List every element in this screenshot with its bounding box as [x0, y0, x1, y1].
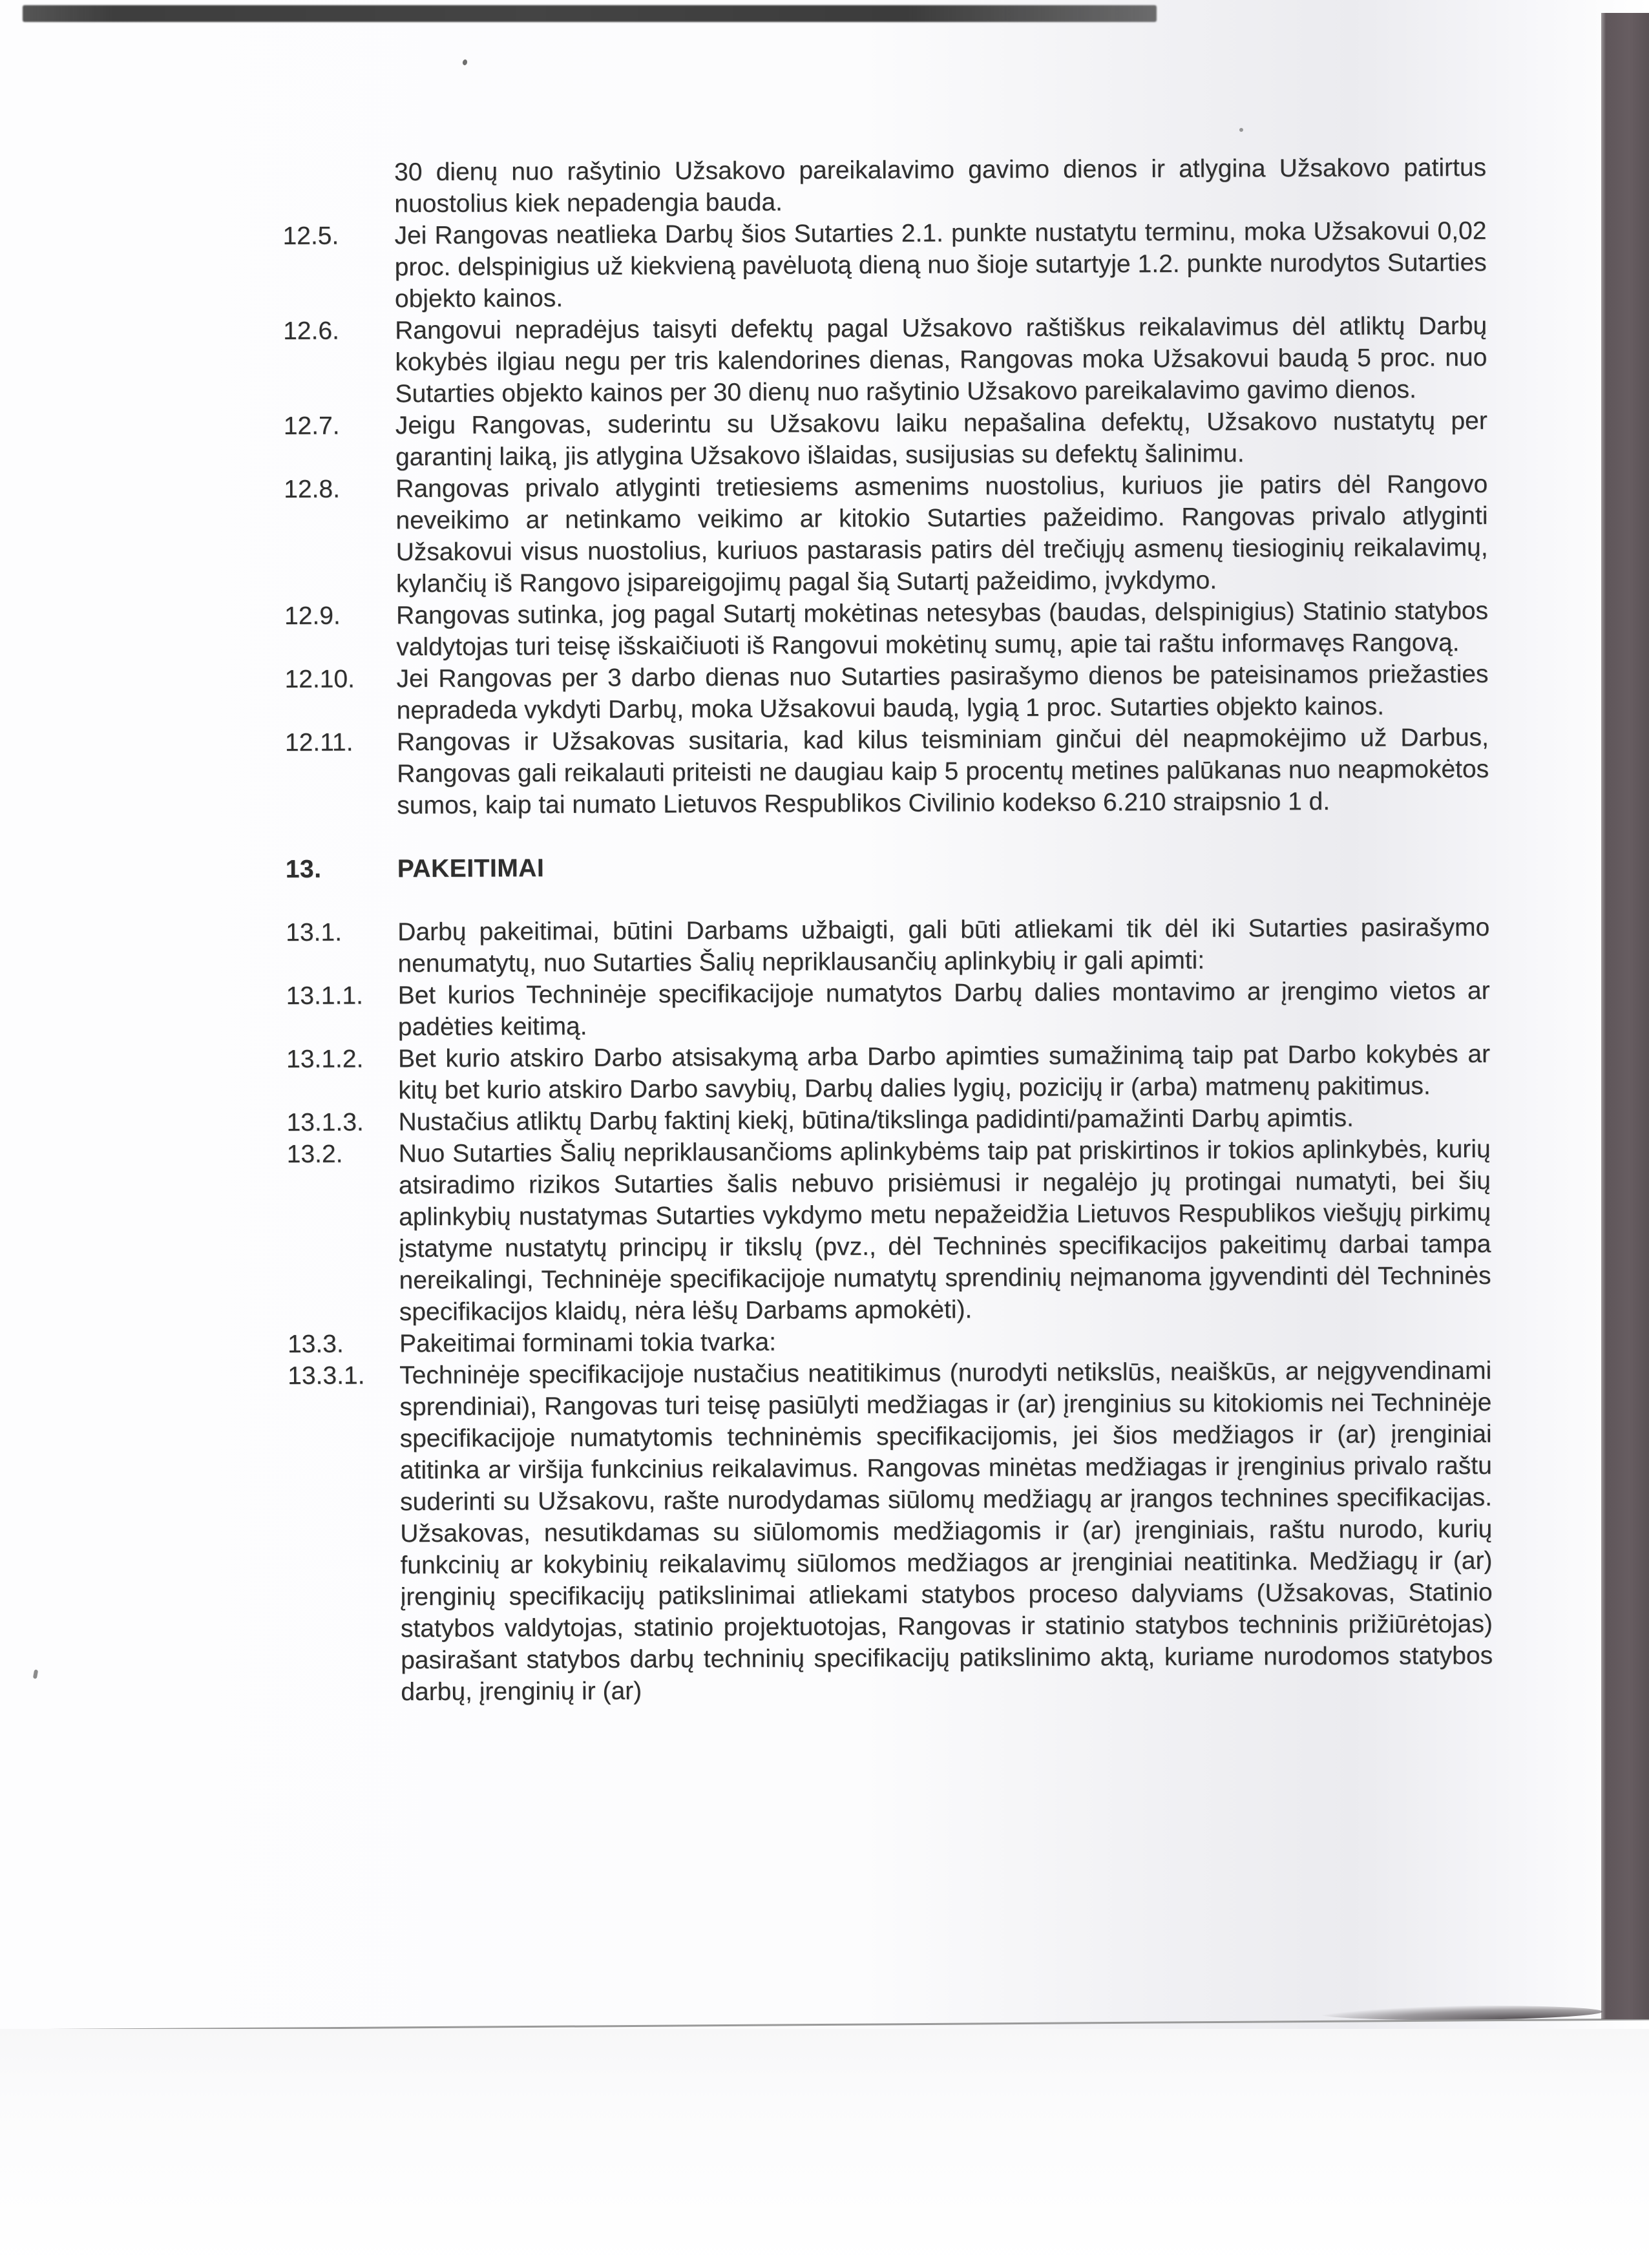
contract-clause [286, 1102, 1490, 1139]
clause-text: Rangovas privalo atlyginti tretiesiems asmenims nuostolius, kuriuos jie patirs dėl Rangovo neveikimo ar netinkamo veikimo ar kitokio Sutarties pažeidimo. Rangovas privalo atlyginti Užsakovui visus nuostolius, kuriuos pastarasis patirs dėl trečiųjų asmenų tiesioginių reikalavimų, kylančių iš Rangovo įsipareigojimų pagal šią Sutartį pažeidimo, įvykdymo. [395, 470, 1488, 598]
clause-number: 12.7. [283, 412, 340, 440]
clause-number: 13.1. [286, 918, 342, 947]
clause-text: Nustačius atliktų Darbų faktinį kiekį, būtina/tikslinga padidinti/pamažinti Darbų apimtis. [398, 1104, 1354, 1137]
scan-speck [1239, 128, 1243, 132]
clause-number: 12.11. [284, 728, 353, 757]
clause-text: Rangovui nepradėjus taisyti defektų pagal Užsakovo raštiškus reikalavimus dėl atliktų Darbų kokybės ilgiau negu per tris kalendorines dienas, Rangovas moka Užsakovui baudą 5 proc. nuo Sutarties objekto kainos per 30 dienų nuo rašytinio Užsakovo pareikalavimo gavimo dienos. [395, 311, 1487, 408]
section-title: PAKEITIMAI [397, 854, 545, 883]
contract-clause [286, 975, 1490, 1044]
clause-text: Darbų pakeitimai, būtini Darbams užbaigti, gali būti atliekami tik dėl iki Sutarties pasirašymo nenumatytų, nuo Sutarties Šalių nepriklausančių aplinkybių ir gali apimti: [397, 913, 1490, 978]
scanner-background [0, 2029, 1649, 2268]
contract-clause [284, 595, 1488, 664]
contract-clause [284, 405, 1487, 474]
clause-text: Jeigu Rangovas, suderintu su Užsakovu laiku nepašalina defektų, Užsakovo nustatytų per garantinį laiką, jis atlygina Užsakovo išlaidas, susijusias su defektų šalinimu. [395, 406, 1487, 472]
scan-speck [33, 1670, 38, 1679]
contract-clause [288, 1323, 1491, 1360]
clause-text: Techninėje specifikacijoje nustačius neatitikimus (nurodyti netikslūs, neaiškūs, ar neįgyvendinami sprendiniai), Rangovas turi teisę pasiūlyti medžiagas ir (ar) įrenginius su kitokiomis nei Techninėje specifikacijoje numatytomis techninėmis specifikacijomis, jei šios medžiagos ir (ar) įrenginiai atitinka ar viršija funkcinius reikalavimus. Rangovas minėtas medžiagas ir įrenginius privalo raštu suderinti su Užsakovu, rašte nurodydamas siūlomų medžiagų ar įrangos technines specifikacijas. Užsakovas, nesutikdamas su siūlomomis medžiagomis ir (ar) įrenginiais, raštu nurodo, kurių funkcinių ar kokybinių reikalavimų siūlomos medžiagos ar įrenginiai neatitinka. Medžiagų ir (ar) įrenginių specifikacijų patikslinimai atliekami statybos proceso dalyviams (Užsakovas, Statinio statybos valdytojas, statinio projektuotojas, Rangovas ir statinio statybos techninis prižiūrėtojas) pasirašant statybos darbų techninių specifikacijų patikslinimo aktą, kuriame nurodomos statybos darbų, įrenginių ir (ar) [399, 1356, 1493, 1706]
section-heading [286, 848, 1489, 885]
clause-text: Rangovas ir Užsakovas susitaria, kad kilus teisminiam ginčui dėl neapmokėjimo už Darbus, Rangovas gali reikalauti priteisti ne daugiau kaip 5 procentų metines palūkanas nuo neapmokėtos sumos, kaip tai numato Lietuvos Respublikos Civilinio kodekso 6.210 straipsnio 1 d. [396, 723, 1489, 820]
contract-clause [285, 722, 1489, 822]
clause-continuation [282, 152, 1486, 220]
clause-number: 13.3.1. [288, 1361, 365, 1390]
contract-clause [288, 1355, 1493, 1708]
contract-clause [284, 468, 1488, 600]
clause-number: 13. [285, 855, 322, 883]
clause-number: 12.9. [284, 602, 341, 630]
contract-clause [283, 310, 1487, 410]
clause-text: Bet kurios Techninėje specifikacijoje numatytos Darbų dalies montavimo ar įrengimo vietos ar padėties keitimą. [397, 976, 1490, 1042]
clause-number: 13.1.3. [286, 1108, 364, 1137]
clause-number: 13.1.1. [286, 982, 364, 1010]
clause-number: 13.3. [287, 1330, 344, 1358]
clause-text: Bet kurio atskiro Darbo atsisakymą arba Darbo apimties sumažinimą taip pat Darbo kokybės ar kitų bet kurio atskiro Darbo savybių, Darbų dalies lygių, pozicijų ir (arba) matmenų pakitimus. [397, 1040, 1491, 1105]
scan-artifact-top-bar [23, 5, 1157, 22]
clause-text: Rangovas sutinka, jog pagal Sutartį mokėtinas netesybas (baudas, delspinigius) Statinio statybos valdytojas turi teisę išskaičiuoti iš Rangovui mokėtinų sumų, apie tai raštu informavęs Rangovą. [396, 596, 1489, 662]
scan-artifact-right-bar [1601, 13, 1649, 2019]
scan-speck [462, 59, 468, 65]
clause-text: Nuo Sutarties Šalių nepriklausančioms aplinkybėms taip pat priskirtinos ir tokios aplinkybės, kurių atsiradimo rizikos Sutarties šalis nebuvo prisiėmusi ir negalėjo jų protingai numatyti, bei šių aplinkybių nustatymas Sutarties vykdymo metu nepažeidžia Lietuvos Respublikos viešųjų pirkimų įstatyme nustatytų principų ir tikslų (pvz., dėl Techninės specifikacijos pakeitimų darbai tampa nereikalingi, Techninėje specifikacijoje numatytų sprendinių neįmanoma įgyvendinti dėl Techninės specifikacijos klaidų, nėra lėšų Darbams apmokėti). [398, 1135, 1491, 1327]
contract-clause [286, 1038, 1490, 1107]
clause-number [282, 156, 394, 220]
contract-clause [282, 215, 1487, 315]
clause-number: 13.1.2. [286, 1045, 364, 1073]
clause-number: 13.2. [286, 1140, 343, 1168]
clause-text: Jei Rangovas per 3 darbo dienas nuo Sutarties pasirašymo dienos be pateisinamos priežasties nepradeda vykdyti Darbų, moka Užsakovui baudą, lygią 1 proc. Sutarties objekto kainos. [396, 660, 1489, 725]
clause-text: 30 dienų nuo rašytinio Užsakovo pareikalavimo gavimo dienos ir atlygina Užsakovo patirtus nuostolius kiek nepadengia bauda. [394, 153, 1487, 218]
clause-number: 12.10. [284, 665, 355, 693]
contract-clause [284, 658, 1488, 727]
clause-number: 12.6. [283, 317, 340, 345]
contract-clause [287, 1133, 1491, 1328]
contract-clause [286, 912, 1489, 980]
contract-text-body [282, 152, 1493, 1708]
clause-number: 12.8. [284, 475, 341, 503]
clause-text: Jei Rangovas neatlieka Darbų šios Sutarties 2.1. punkte nustatytu terminu, moka Užsakovui 0,02 proc. delspinigius už kiekvieną pavėluotą dieną nuo šioje sutartyje 1.2. punkte nurodytos Sutarties objekto kainos. [394, 216, 1487, 313]
clause-text: Pakeitimai forminami tokia tvarka: [399, 1328, 777, 1358]
clause-number: 12.5. [282, 222, 339, 250]
